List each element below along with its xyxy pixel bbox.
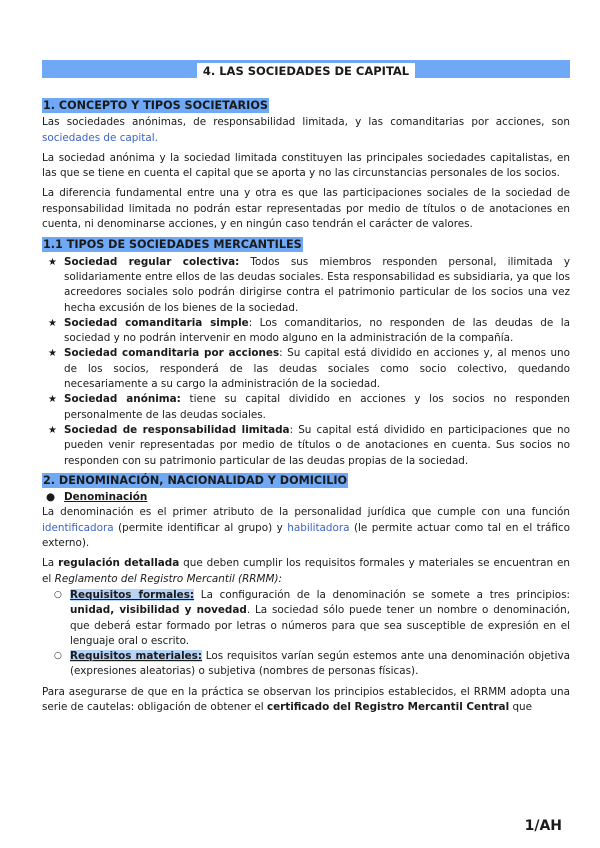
star-bullet-icon: ★: [48, 394, 57, 406]
star-bullet-icon: ★: [48, 424, 57, 436]
page-title: 4. LAS SOCIEDADES DE CAPITAL: [197, 63, 415, 79]
list-item: ○ Requisitos formales: La configuración de la denominación se somete a tres principios: unidad, visibilidad y novedad. La sociedad sólo puede tener un nombre o denominación, que deberá estar formado por letras o números para que sea susceptible de expresión en el lenguaje oral o escrito.: [54, 588, 571, 647]
circle-bullet-icon: ○: [54, 589, 62, 600]
section-1-1-heading: 1.1 TIPOS DE SOCIEDADES MERCANTILES: [43, 238, 302, 252]
star-bullet-icon: ★: [48, 348, 57, 360]
title-bar: [42, 60, 570, 78]
denominacion-bullet: ● Denominación: [42, 490, 570, 505]
list-item: ★ Sociedad regular colectiva: Todos sus miembros responden personal, ilimitada y solidariamente entre ellos de las deudas sociales. Esta responsabilidad es subsidiaria, ya que los acreedores sociales solo podrán dirigirse contra el patrimonio particular de los socios una vez hecha excusión de los bienes de la sociedad.: [48, 255, 570, 314]
section-1-heading: 1. CONCEPTO Y TIPOS SOCIETARIOS: [43, 99, 268, 112]
list-item: ★ Sociedad comanditaria simple: Los comanditarios, no responden de las deudas de la sociedad y no podrán intervenir en modo alguno en la administración de la compañía.: [48, 316, 570, 345]
s2-paragraph-3: Para asegurarse de que en la práctica se observan los principios establecidos, el RRMM adopta una serie de cautelas: obligación de obtener el certificado del Registro Mercantil Central que: [42, 685, 570, 713]
list-item: ★ Sociedad de responsabilidad limitada: Su capital está dividido en participaciones que no pueden venir representadas por medio de títulos o de anotaciones en cuenta. Sus socios no responden con su patrimonio particular de las deudas propias de la sociedad.: [48, 423, 570, 467]
requisitos-list: [42, 588, 570, 680]
page-number: 1/AH: [524, 818, 562, 834]
s1-paragraph-1: Las sociedades anónimas, de responsabilidad limitada, y las comanditarias por acciones, son sociedades de capital.: [42, 116, 570, 144]
list-item: ★ Sociedad comanditaria por acciones: Su capital está dividido en acciones y, al menos uno de los socios, responderá de las deudas sociales como socio colectivo, quedando necesariamente a su cargo la administración de la sociedad.: [48, 347, 570, 391]
link-sociedades-de-capital[interactable]: sociedades de capital.: [42, 131, 158, 144]
circle-bullet-icon: ○: [54, 651, 62, 662]
s1-paragraph-3: La diferencia fundamental entre una y otra es que las participaciones sociales de la sociedad de responsabilidad limitada no podrán estar representadas por medio de títulos o de anotaciones en cuenta, ni denominarse acciones, y en ningún caso tendrán el carácter de valores.: [42, 187, 570, 231]
content: [42, 98, 570, 720]
list-item: ★ Sociedad anónima: tiene su capital dividido en acciones y los socios no responden personalmente de las deudas sociales.: [48, 393, 571, 421]
s2-paragraph-1: La denominación es el primer atributo de la personalidad jurídica que cumple con una función identificadora (permite identificar al grupo) y habilitadora (le permite actuar como tal en el tráfico externo).: [42, 506, 571, 550]
section-2-heading: 2. DENOMINACIÓN, NACIONALIDAD Y DOMICILIO: [43, 473, 348, 487]
star-bullet-icon: ★: [48, 317, 57, 329]
star-bullet-icon: ★: [48, 256, 57, 268]
s1-paragraph-2: La sociedad anónima y la sociedad limitada constituyen las principales sociedades capitalistas, en las que se tiene en cuenta el capital que se aporta y no las circunstancias personales de los socios.: [42, 151, 570, 180]
link-identificadora[interactable]: identificadora: [42, 521, 114, 534]
s2-paragraph-2: La regulación detallada que deben cumplir los requisitos formales y materiales se encuentran en el Reglamento del Registro Mercantil (RRMM):: [42, 557, 570, 585]
list-item: ○ Requisitos materiales: Los requisitos varían según estemos ante una denominación objetiva (expresiones aleatorias) o subjetiva (nombres de personas físicas).: [54, 650, 570, 678]
tipos-list: [42, 255, 570, 469]
link-habilitadora[interactable]: habilitadora: [287, 521, 350, 534]
dot-bullet-icon: ●: [46, 491, 56, 504]
